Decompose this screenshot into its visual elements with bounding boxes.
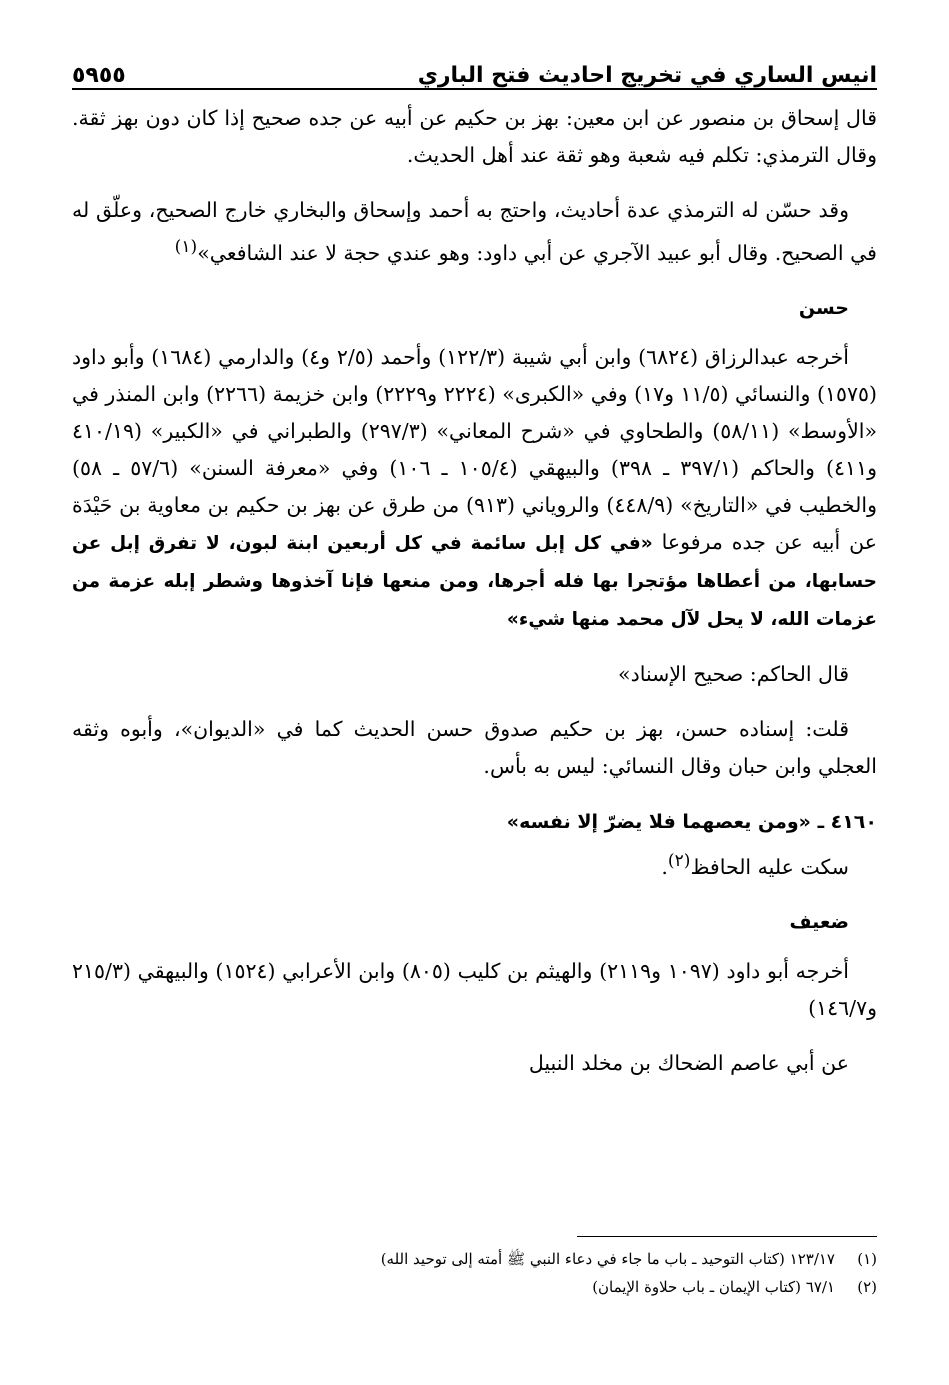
footnote-text: ١٢٣/١٧ (كتاب التوحيد ـ باب ما جاء في دعاء النبي ﷺ أمته إلى توحيد الله) bbox=[380, 1250, 835, 1268]
grade-heading-2: ضعيف bbox=[789, 910, 849, 933]
footnote-number: (١) bbox=[857, 1250, 877, 1268]
paragraph-4: قال الحاكم: صحيح الإسناد» bbox=[618, 661, 849, 686]
footnote-divider bbox=[577, 1236, 877, 1237]
paragraph-1: قال إسحاق بن منصور عن ابن معين: بهز بن حكيم عن أبيه عن جده صحيح إذا كان دون بهز ثقة. وقال الترمذي: تكلم فيه شعبة وهو ثقة عند أهل الحديث. bbox=[72, 106, 877, 167]
hadith-text: «في كل إبل سائمة في كل أربعين ابنة لبون، لا تفرق إبل عن حسابها، من أعطاها مؤتجرا بها فله أجرها، ومن منعها فإنا آخذوها وشطر إبله عزمة من عزمات الله، لا يحل لآل محمد منها شيء» bbox=[72, 532, 877, 630]
page-number: ٥٩٥٥ bbox=[72, 63, 126, 88]
footnote-text: ٦٧/١ (كتاب الإيمان ـ باب حلاوة الإيمان) bbox=[592, 1278, 835, 1296]
hadith-entry-heading: ٤١٦٠ ـ «ومن يعصهما فلا يضرّ إلا نفسه» bbox=[506, 810, 877, 833]
paragraph-8: عن أبي عاصم الضحاك بن مخلد النبيل bbox=[528, 1050, 849, 1075]
footnote-ref-2[interactable]: (٢) bbox=[667, 850, 691, 871]
book-page bbox=[72, 48, 877, 1100]
hadith-title: «ومن يعصهما فلا يضرّ إلا نفسه» bbox=[506, 810, 811, 833]
paragraph-3: أخرجه عبدالرزاق (٦٨٢٤) وابن أبي شيبة (١٢٢/٣) وأحمد (٢/٥ و٤) والدارمي (١٦٨٤) وأبو داود (١٥٧٥) والنسائي (١١/٥ و١٧) وفي «الكبرى» (٢٢٢٤ و٢٢٢٩) وابن خزيمة (٢٢٦٦) وابن المنذر في «الأوسط» (٥٨/١١) والطحاوي في «شرح المعاني» (٢٩٧/٣) والطبراني في «الكبير» (٤١٠/١٩ و٤١١) والحاكم (٣٩٧/١ ـ ٣٩٨) والبيهقي (١٠٥/٤ ـ ١٠٦) وفي «معرفة السنن» (٥٧/٦ ـ ٥٨) والخطيب في «التاريخ» (٤٤٨/٩) والروياني (٩١٣) من طرق عن بهز بن حكيم بن معاوية بن حَيْدَة عن أبيه عن جده مرفوعا «في كل إبل سائمة في كل أربعين ابنة لبون، لا تفرق إبل عن حسابها، من أعطاها مؤتجرا بها فله أجرها، ومن منعها فإنا آخذوها وشطر إبله عزمة من عزمات الله، لا يحل لآل محمد منها شيء» bbox=[72, 344, 877, 630]
grade-heading-1: حسن bbox=[798, 296, 849, 319]
page-body bbox=[72, 100, 877, 1082]
paragraph-6: سكت عليه الحافظ$^{(٢)}$. bbox=[661, 850, 849, 879]
footnote-1 bbox=[72, 1245, 877, 1273]
footnote-number: (٢) bbox=[857, 1278, 877, 1296]
paragraph-5: قلت: إسناده حسن، بهز بن حكيم صدوق حسن الحديث كما في «الديوان»، وأبوه وثقه العجلي وابن حبان وقال النسائي: ليس به بأس. bbox=[72, 716, 877, 778]
hadith-number: ٤١٦٠ bbox=[830, 810, 877, 833]
running-title: انيس الساري في تخريج احاديث فتح الباري bbox=[417, 63, 877, 88]
footnote-ref-1[interactable]: (١) bbox=[174, 237, 198, 257]
paragraph-7: أخرجه أبو داود (١٠٩٧ و٢١١٩) والهيثم بن كليب (٨٠٥) وابن الأعرابي (١٥٢٤) والبيهقي (٢١٥/٣ و١٤٦/٧) bbox=[72, 958, 877, 1020]
footnotes bbox=[72, 1236, 877, 1301]
page-header bbox=[72, 48, 877, 90]
footnote-2 bbox=[72, 1273, 877, 1301]
paragraph-2: وقد حسّن له الترمذي عدة أحاديث، واحتج به أحمد وإسحاق والبخاري خارج الصحيح، وعلّق له في الصحيح. وقال أبو عبيد الآجري عن أبي داود: وهو عندي حجة لا عند الشافعي»$^{(١)}$ bbox=[72, 198, 877, 265]
